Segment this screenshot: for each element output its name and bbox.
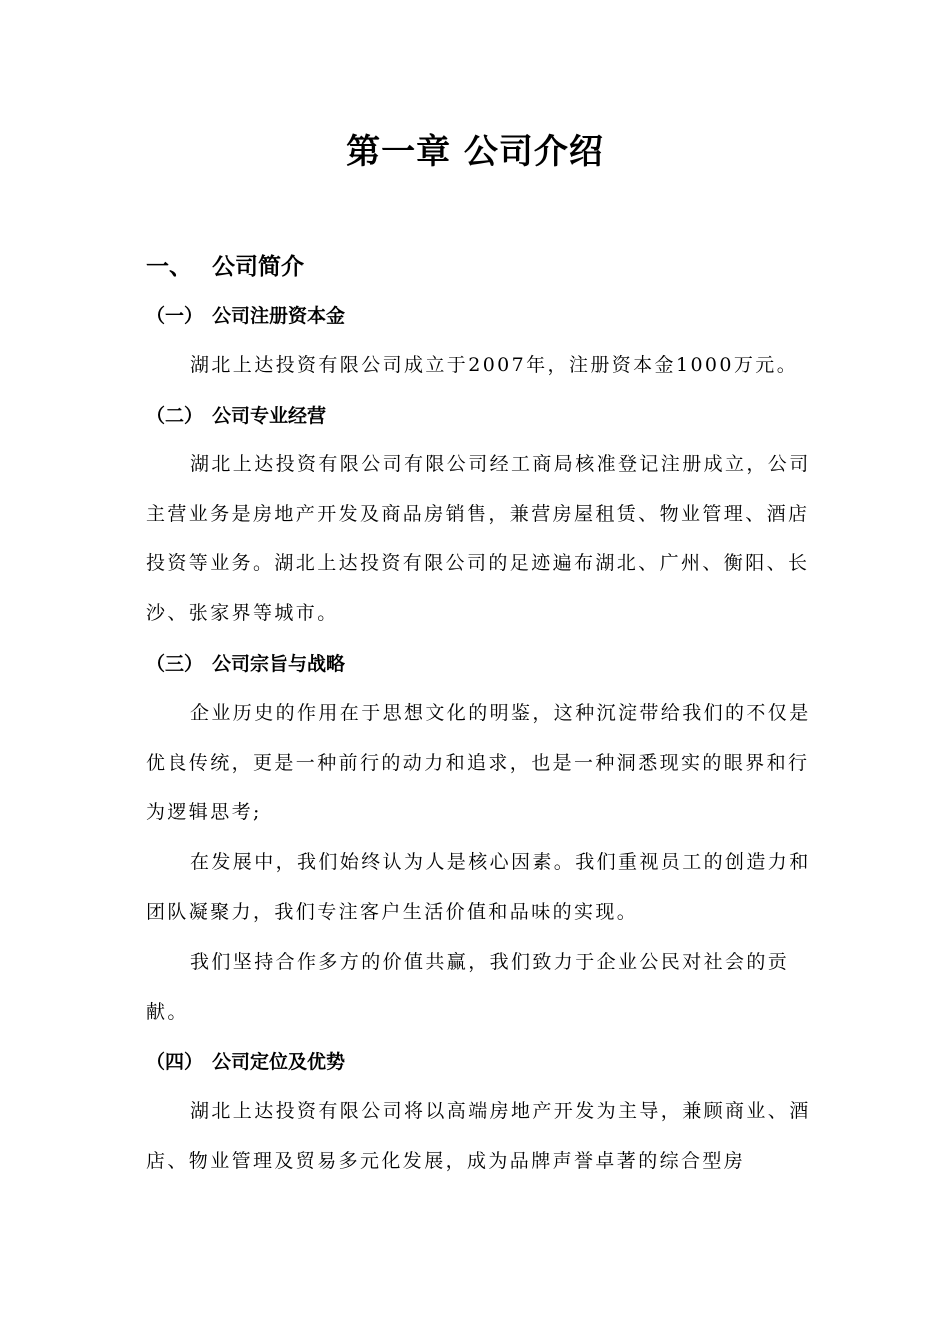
subsection-title: 公司注册资本金	[212, 305, 346, 327]
section-heading	[146, 250, 304, 284]
subsection-number: （四）	[146, 1051, 204, 1073]
chapter-title: 第一章 公司介绍	[346, 132, 604, 172]
paragraph: 企业历史的作用在于思想文化的明鉴，这种沉淀带给我们的不仅是优良传统，更是一种前行的动力和追求，也是一种洞悉现实的眼界和行为逻辑思考;	[146, 702, 811, 823]
subsection-heading-4	[146, 1048, 345, 1076]
paragraph: 我们坚持合作多方的价值共赢，我们致力于企业公民对社会的贡献。	[146, 951, 790, 1023]
subsection-title: 公司专业经营	[212, 405, 327, 427]
subsection-number: （三）	[146, 653, 204, 675]
section-title: 公司简介	[212, 254, 304, 280]
subsection-heading-3	[146, 650, 345, 678]
paragraph: 湖北上达投资有限公司成立于2007年，注册资本金1000万元。	[190, 354, 799, 376]
paragraph: 湖北上达投资有限公司将以高端房地产开发为主导，兼顾商业、酒店、物业管理及贸易多元化发展，成为品牌声誉卓著的综合型房	[146, 1100, 811, 1172]
paragraph: 在发展中，我们始终认为人是核心因素。我们重视员工的创造力和团队凝聚力，我们专注客户生活价值和品味的实现。	[146, 851, 811, 923]
subsection-heading-2	[146, 402, 326, 430]
subsection-title: 公司定位及优势	[212, 1051, 346, 1073]
subsection-title: 公司宗旨与战略	[212, 653, 346, 675]
subsection-number: （一）	[146, 305, 204, 327]
paragraph: 湖北上达投资有限公司有限公司经工商局核准登记注册成立，公司主营业务是房地产开发及商品房销售，兼营房屋租赁、物业管理、酒店投资等业务。湖北上达投资有限公司的足迹遍布湖北、广州、衡阳、长沙、张家界等城市。	[146, 453, 811, 624]
section-number: 一、	[146, 254, 192, 280]
subsection-number: （二）	[146, 405, 204, 427]
subsection-heading-1	[146, 302, 345, 330]
